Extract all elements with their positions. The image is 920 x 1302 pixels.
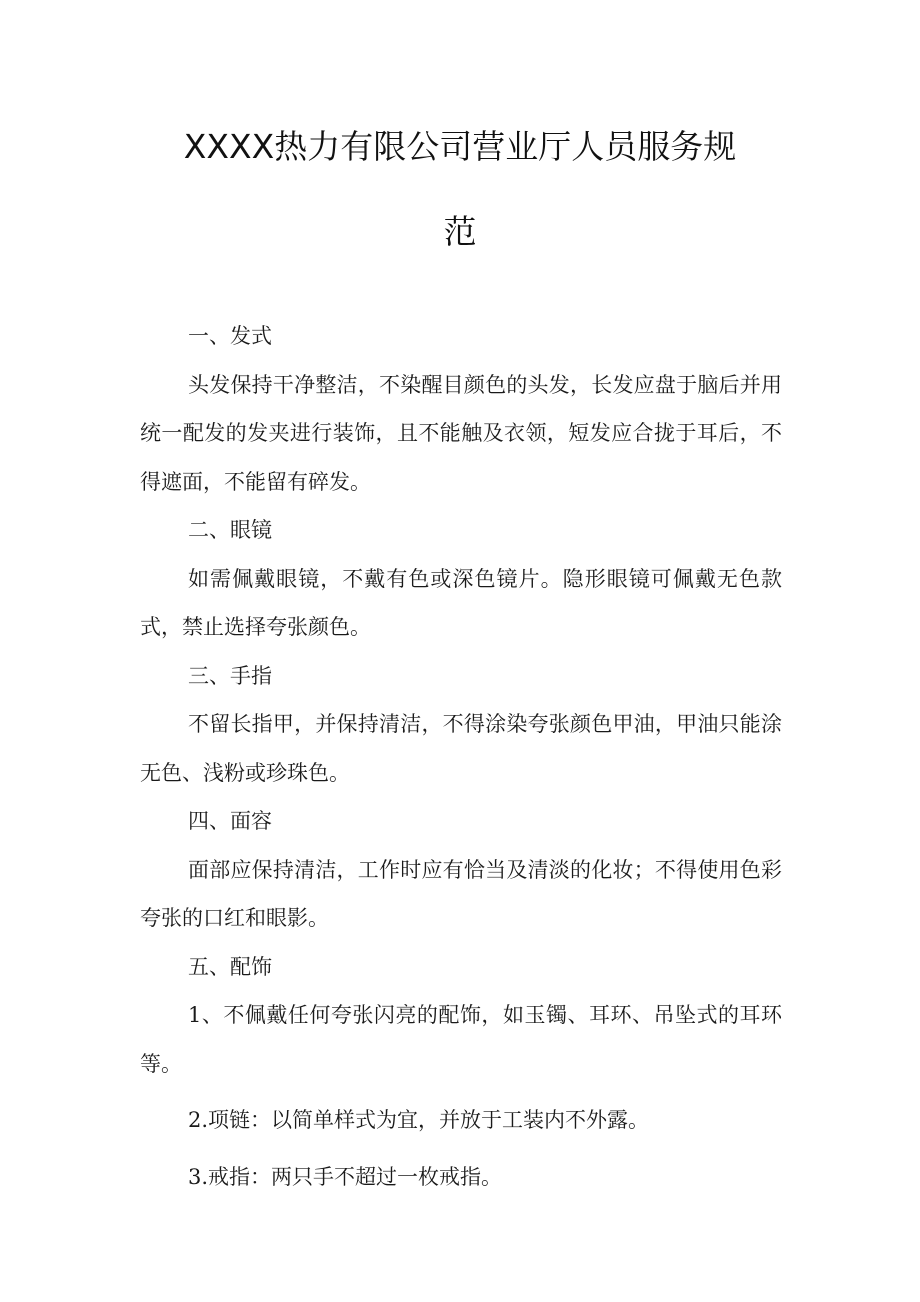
document-body	[140, 312, 782, 1201]
paragraph-face: 面部应保持清洁，工作时应有恰当及清淡的化妆；不得使用色彩夸张的口红和眼影。	[140, 857, 782, 930]
section-heading-face: 四、面容	[188, 809, 272, 833]
section-heading-glasses: 二、眼镜	[188, 518, 272, 542]
document-title-line-1: XXXX热力有限公司营业厅人员服务规	[183, 127, 737, 166]
paragraph-accessories-2: 2.项链：以简单样式为宜，并放于工装内不外露。	[188, 1108, 650, 1132]
document-title-line-2: 范	[443, 212, 477, 251]
paragraph-glasses: 如需佩戴眼镜，不戴有色或深色镜片。隐形眼镜可佩戴无色款式，禁止选择夸张颜色。	[140, 566, 782, 639]
paragraph-accessories-3: 3.戒指：两只手不超过一枚戒指。	[188, 1164, 503, 1189]
paragraph-accessories-1: 1、不佩戴任何夸张闪亮的配饰，如玉镯、耳环、吊坠式的耳环等。	[140, 1003, 782, 1076]
section-heading-accessories: 五、配饰	[188, 954, 272, 979]
section-heading-hairstyle: 一、发式	[188, 324, 272, 348]
section-heading-fingers: 三、手指	[188, 663, 272, 688]
paragraph-hairstyle: 头发保持干净整洁，不染醒目颜色的头发，长发应盘于脑后并用统一配发的发夹进行装饰，且不能触及衣领，短发应合拢于耳后，不得遮面，不能留有碎发。	[140, 372, 782, 494]
paragraph-fingers: 不留长指甲，并保持清洁，不得涂染夸张颜色甲油，甲油只能涂无色、浅粉或珍珠色。	[140, 712, 782, 785]
